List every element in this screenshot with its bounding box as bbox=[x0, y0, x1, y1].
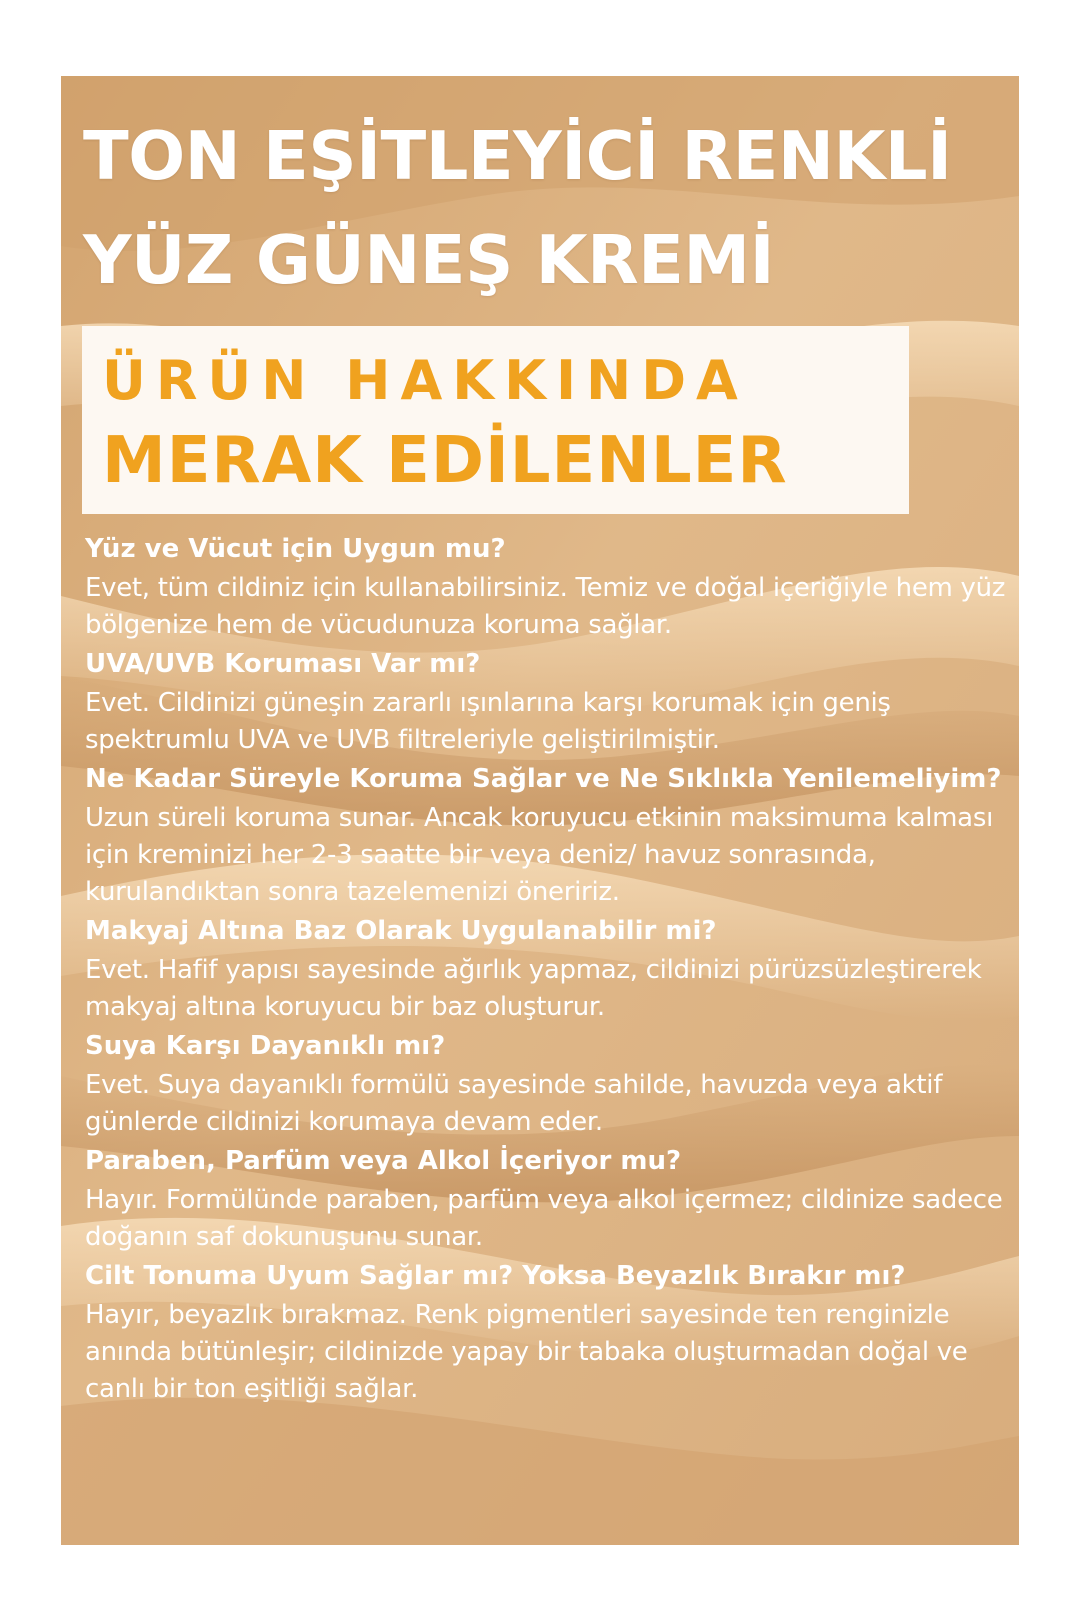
faq-list bbox=[85, 529, 1010, 1408]
faq-question: Paraben, Parfüm veya Alkol İçeriyor mu? bbox=[85, 1146, 682, 1176]
faq-answer: Evet. Hafif yapısı sayesinde ağırlık yapmaz, cildinizi pürüzsüzleştirerek makyaj altına koruyucu bir baz oluşturur. bbox=[85, 955, 982, 1022]
faq-answer: Hayır, beyazlık bırakmaz. Renk pigmentleri sayesinde ten renginizle anında bütünleşir; cildinizde yapay bir tabaka oluşturmadan doğal ve canlı bir ton eşitliği sağlar. bbox=[85, 1300, 968, 1404]
faq-question: Cilt Tonuma Uyum Sağlar mı? Yoksa Beyazlık Bırakır mı? bbox=[85, 1261, 906, 1291]
faq-item bbox=[85, 1256, 1010, 1408]
main-title-line-1: TON EŞİTLEYİCİ RENKLİ bbox=[83, 117, 952, 195]
faq-answer: Hayır. Formülünde paraben, parfüm veya alkol içermez; cildinize sadece doğanın saf dokunuşunu sunar. bbox=[85, 1185, 1003, 1252]
faq-answer: Uzun süreli koruma sunar. Ancak koruyucu etkinin maksimuma kalması için kreminizi her 2-3 saatte bir veya deniz/ havuz sonrasında, kurulandıktan sonra tazelemenizi öneririz. bbox=[85, 803, 993, 907]
product-faq-card bbox=[61, 76, 1019, 1545]
banner-line-1: ÜRÜN HAKKINDA bbox=[102, 349, 748, 412]
faq-question: Suya Karşı Dayanıklı mı? bbox=[85, 1031, 446, 1061]
faq-answer: Evet, tüm cildiniz için kullanabilirsiniz. Temiz ve doğal içeriğiyle hem yüz bölgenize hem de vücudunuza koruma sağlar. bbox=[85, 573, 1006, 640]
faq-item bbox=[85, 644, 1010, 759]
faq-answer: Evet. Suya dayanıklı formülü sayesinde sahilde, havuzda veya aktif günlerde cildinizi korumaya devam eder. bbox=[85, 1070, 943, 1137]
main-title-line-2: YÜZ GÜNEŞ KREMİ bbox=[83, 221, 775, 299]
faq-answer: Evet. Cildinizi güneşin zararlı ışınlarına karşı korumak için geniş spektrumlu UVA ve UVB filtreleriyle geliştirilmiştir. bbox=[85, 688, 891, 755]
faq-question: Yüz ve Vücut için Uygun mu? bbox=[85, 534, 506, 564]
faq-question: Makyaj Altına Baz Olarak Uygulanabilir mi? bbox=[85, 916, 717, 946]
faq-item bbox=[85, 1141, 1010, 1256]
faq-item bbox=[85, 759, 1010, 911]
faq-item bbox=[85, 529, 1010, 644]
banner-line-2: MERAK EDİLENLER bbox=[102, 424, 788, 498]
faq-question: UVA/UVB Koruması Var mı? bbox=[85, 649, 481, 679]
faq-item bbox=[85, 1026, 1010, 1141]
faq-banner bbox=[82, 326, 909, 514]
main-title bbox=[83, 104, 1003, 312]
faq-item bbox=[85, 911, 1010, 1026]
faq-question: Ne Kadar Süreyle Koruma Sağlar ve Ne Sıklıkla Yenilemeliyim? bbox=[85, 764, 1002, 794]
